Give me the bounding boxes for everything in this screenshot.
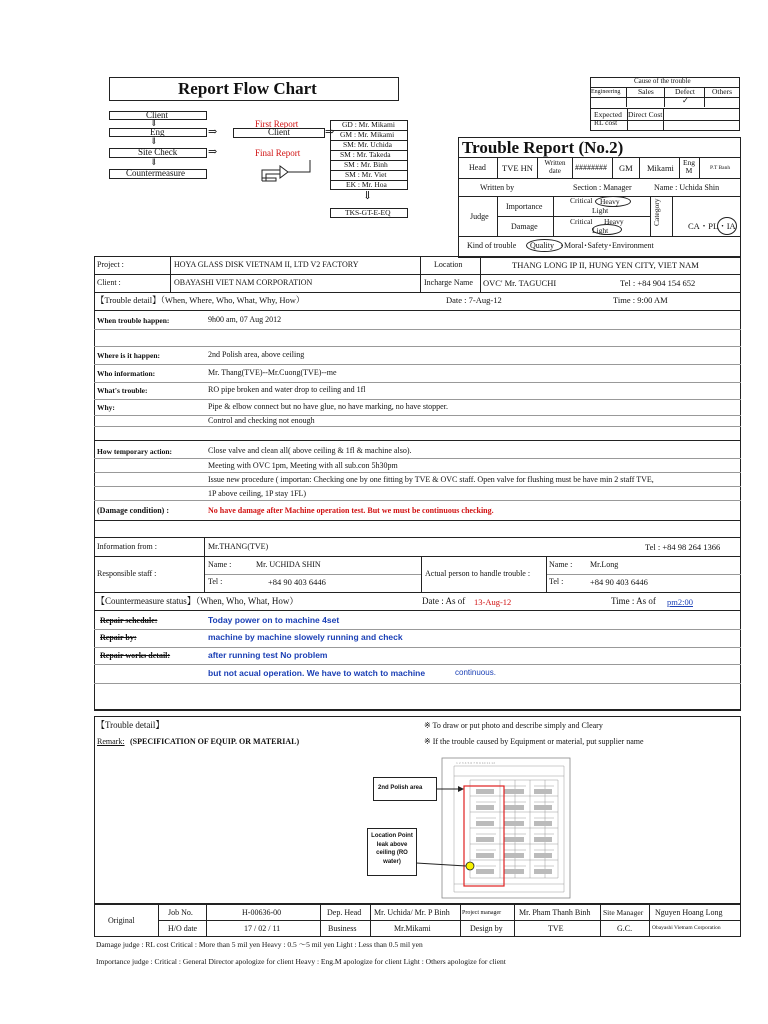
flow-step-site-check-label: Site Check — [138, 147, 178, 157]
staff-sm-takeda: SM : Mr. Takeda — [340, 150, 391, 159]
footer-business-value: Mr.Mikami — [394, 924, 431, 933]
info-from-tel: Tel : +84 98 264 1366 — [645, 542, 721, 552]
category-ia-selected — [717, 217, 737, 235]
first-report-label: First Report — [255, 119, 299, 129]
flow-step-client-label: Client — [146, 110, 168, 120]
cm-time-label: Time : As of — [611, 596, 656, 606]
gm-label: GM — [619, 163, 633, 173]
importance-label: Importance — [506, 202, 543, 211]
photo-note-1: ※ To draw or put photo and describe simply and Cleary — [424, 721, 603, 730]
how-label: How temporary action: — [97, 447, 172, 456]
info-from-value: Mr.THANG(TVE) — [208, 542, 269, 551]
staff-sm-uchida: SM: Mr. Uchida — [343, 140, 392, 149]
head-label: Head — [469, 163, 486, 172]
footer-ho-date-label: H/O date — [168, 924, 198, 933]
footer-design-value: TVE — [548, 924, 564, 933]
client-label: Client : — [97, 278, 121, 287]
trouble-time: Time : 9:00 AM — [613, 295, 668, 305]
resp-tel-value: +84 90 403 6446 — [268, 577, 326, 587]
written-date-label: Written date — [544, 159, 566, 176]
eng-m-label: Eng M — [682, 158, 696, 176]
what-label: What's trouble: — [97, 386, 148, 395]
actual-person-label: Actual person to handle trouble : — [425, 569, 531, 578]
kind-of-trouble-label: Kind of trouble — [467, 241, 517, 250]
who-value: Mr. Thang(TVE)--Mr.Cuong(TVE)--me — [208, 368, 337, 377]
damage-light: Light — [592, 226, 609, 235]
flow-right-arrow-icon: ⇒ — [208, 146, 218, 158]
how-value-4: 1P above ceiling, 1P stay 1FL) — [208, 489, 307, 498]
how-value-2: Meeting with OVC 1pm, Meeting with all sub.con 5h30pm — [208, 461, 398, 470]
callout-arrow-icon — [436, 785, 466, 793]
why-label: Why: — [97, 403, 115, 412]
importance-light: Light — [592, 206, 609, 215]
actual-name-value: Mr.Long — [590, 560, 619, 569]
name-value: Name : Uchida Shin — [654, 183, 720, 192]
cm-time-value: pm2:00 — [667, 597, 693, 607]
why-value-1: Pipe & elbow connect but no have glue, no have marking, no have stopper. — [208, 402, 448, 411]
flow-step-countermeasure-label: Countermeasure — [126, 168, 185, 178]
location-value: THANG LONG IP II, HUNG YEN CITY, VIET NAM — [512, 260, 699, 270]
how-value-1: Close valve and clean all( above ceiling & 1fl & machine also). — [208, 446, 412, 455]
footer-pm-label: Project manager — [462, 910, 502, 916]
resp-tel-label: Tel : — [208, 577, 223, 586]
damage-heavy: Heavy — [604, 217, 624, 226]
footer-gc-label: G.C. — [617, 924, 633, 933]
leak-point-icon — [416, 858, 476, 872]
repair-schedule-label: Repair schedule: — [100, 616, 158, 625]
cause-col-sales: Sales — [638, 87, 654, 96]
footer-dep-head-label: Dep. Head — [327, 908, 362, 917]
resp-name-label: Name : — [208, 560, 232, 569]
footer-ho-date-value: 17 / 02 / 11 — [244, 924, 281, 933]
direct-cost-label: Direct Cost — [628, 110, 663, 119]
location-label: Location — [434, 260, 463, 269]
photo-note-2: ※ If the trouble caused by Equipment or material, put supplier name — [424, 737, 644, 746]
repair-extra-tail: continuous. — [455, 668, 496, 677]
responsible-staff-label: Responsible staff : — [97, 569, 157, 578]
where-label: Where is it happen: — [97, 351, 160, 360]
cause-col-defect: Defect — [675, 87, 695, 96]
kind-quality: Quality — [530, 241, 554, 250]
flow-down-arrow-icon: ⇓ — [150, 157, 158, 167]
incharge-label: Incharge Name — [424, 278, 473, 287]
footer-gc-value: Obayashi Vietnam Corporation — [652, 925, 721, 931]
actual-name-label: Name : — [549, 560, 573, 569]
damage-judge-note: Damage judge : RL cost Critical : More than 5 mil yen Heavy : 0.5 ～5 mil yen Light : Less than 0.5 mil yen — [96, 940, 423, 949]
callout-leak-point-label: Location Point leak above ceiling (RO water) — [371, 833, 413, 866]
head-value: TVE HN — [502, 163, 533, 173]
flow-client-center-label: Client — [268, 127, 290, 137]
info-from-label: Information from : — [97, 542, 157, 551]
staff-gm: GM : Mr. Mikami — [340, 130, 395, 139]
repair-schedule-value: Today power on to machine 4set — [208, 615, 340, 625]
client-value: OBAYASHI VIET NAM CORPORATION — [174, 278, 313, 287]
importance-judge-note: Importance judge : Critical : General Director apologize for client Heavy : Eng.M apologize for client Light : Others apologize for client — [96, 957, 506, 966]
client-tel: Tel : +84 904 154 652 — [620, 278, 696, 288]
damage-label: Damage — [511, 222, 538, 231]
repair-extra-value: but not acual operation. We have to watch to machine — [208, 668, 426, 678]
photo-header: 【Trouble detail】 — [96, 720, 165, 730]
cause-header: Cause of the trouble — [634, 77, 691, 85]
repair-by-label: Repair by: — [100, 633, 137, 642]
flow-right-arrow-icon: ⇒ — [325, 126, 335, 138]
section-value: Section : Manager — [573, 183, 632, 192]
actual-tel-label: Tel : — [549, 577, 564, 586]
footer-job-no-value: H-00636-00 — [242, 908, 282, 917]
repair-detail-value: after running test No problem — [208, 650, 328, 660]
written-by-label: Written by — [480, 183, 515, 192]
eng-m-value: P.T Banh — [710, 165, 731, 171]
countermeasure-header: 【Countermeasure status】（When, Who, What, How） — [96, 596, 299, 606]
footer-original: Original — [108, 916, 135, 925]
kind-rest: ･Moral･Safety･Environment — [560, 241, 654, 250]
callout-polish-area-label: 2nd Polish area — [378, 785, 423, 791]
remark-value: (SPECIFICATION OF EQUIP. OR MATERIAL) — [130, 737, 300, 746]
footer-design-label: Design by — [470, 924, 503, 933]
footer-dep-head-value: Mr. Uchida/ Mr. P Binh — [374, 908, 450, 917]
footer-site-manager-label: Site Manager — [603, 908, 644, 917]
importance-heavy: Heavy — [600, 197, 620, 206]
flow-step-eng-label: Eng — [150, 127, 165, 137]
cm-date-value: 13-Aug-12 — [474, 597, 512, 607]
repair-by-value: machine by machine slowely running and check — [208, 632, 403, 642]
floor-plan-drawing — [440, 756, 572, 900]
footer-job-no-label: Job No. — [168, 908, 193, 917]
category-label: Category — [652, 198, 661, 226]
expected-rl-cost: Expected RL cost — [594, 110, 622, 128]
svg-text:1 2 3 4 5 6 7 8 9 10: 1 2 3 4 5 6 7 8 9 10 11 12 — [456, 761, 496, 765]
footer-site-manager-value: Nguyen Hoang Long — [655, 908, 723, 917]
trouble-report-title: Trouble Report (No.2) — [462, 138, 624, 157]
damage-critical: Critical — [570, 217, 593, 226]
defect-check-icon: ✓ — [682, 96, 689, 105]
when-value: 9h00 am, 07 Aug 2012 — [208, 315, 282, 324]
category-value: CA・PL・IA — [688, 221, 736, 231]
flow-down-arrow-icon: ⇓ — [363, 190, 373, 202]
flow-chart-title: Report Flow Chart — [178, 79, 317, 98]
remark-label: Remark: — [97, 737, 125, 746]
where-value: 2nd Polish area, above ceiling — [208, 350, 305, 359]
staff-ek: EK : Mr. Hoa — [346, 180, 387, 189]
staff-sm-viet: SM : Mr. Viet — [345, 170, 387, 179]
final-report-label: Final Report — [255, 148, 301, 158]
project-label: Project : — [97, 260, 124, 269]
actual-tel-value: +84 90 403 6446 — [590, 577, 648, 587]
when-label: When trouble happen: — [97, 316, 170, 325]
trouble-detail-header: 【Trouble detail】（When, Where, Who, What, Why, How） — [96, 295, 305, 305]
why-value-2: Control and checking not enough — [208, 416, 315, 425]
trouble-date: Date : 7-Aug-12 — [446, 295, 502, 305]
staff-sm-binh: SM : Mr. Binh — [344, 160, 388, 169]
resp-name-value: Mr. UCHIDA SHIN — [256, 560, 321, 569]
judge-label: Judge — [470, 212, 489, 221]
staff-gd: GD : Mr. Mikami — [342, 120, 395, 129]
flow-right-arrow-icon: ⇒ — [208, 126, 218, 138]
repair-detail-label: Repair works detail: — [100, 651, 171, 660]
damage-condition-value: No have damage after Machine operation test. But we must be continuous checking. — [208, 506, 494, 515]
flow-return-arrow-icon — [258, 158, 318, 184]
gm-value: Mikami — [647, 163, 674, 173]
footer-business-label: Business — [328, 924, 357, 933]
cause-col-engineering: Engineering — [591, 89, 621, 95]
importance-critical: Critical — [570, 196, 593, 205]
flow-code: TKS-GT-E-EQ — [345, 208, 391, 217]
footer-pm-value: Mr. Pham Thanh Binh — [519, 908, 591, 917]
flow-down-arrow-icon: ⇓ — [150, 118, 158, 128]
what-value: RO pipe broken and water drop to ceiling and 1fl — [208, 385, 366, 394]
cause-col-others: Others — [712, 87, 732, 96]
project-value: HOYA GLASS DISK VIETNAM II, LTD V2 FACTORY — [174, 260, 359, 269]
who-label: Who information: — [97, 369, 156, 378]
written-date-value: ######## — [575, 163, 607, 172]
flow-down-arrow-icon: ⇓ — [150, 136, 158, 146]
how-value-3: Issue new procedure ( importan: Checking one by one fitting by TVE & OVC staff. Open valve for flushing must be have min 2 staff TVE, — [208, 475, 654, 484]
damage-condition-label: (Damage condition) : — [97, 506, 169, 515]
incharge-value: OVC' Mr. TAGUCHI — [483, 278, 557, 288]
cm-date-label: Date : As of — [422, 596, 466, 606]
